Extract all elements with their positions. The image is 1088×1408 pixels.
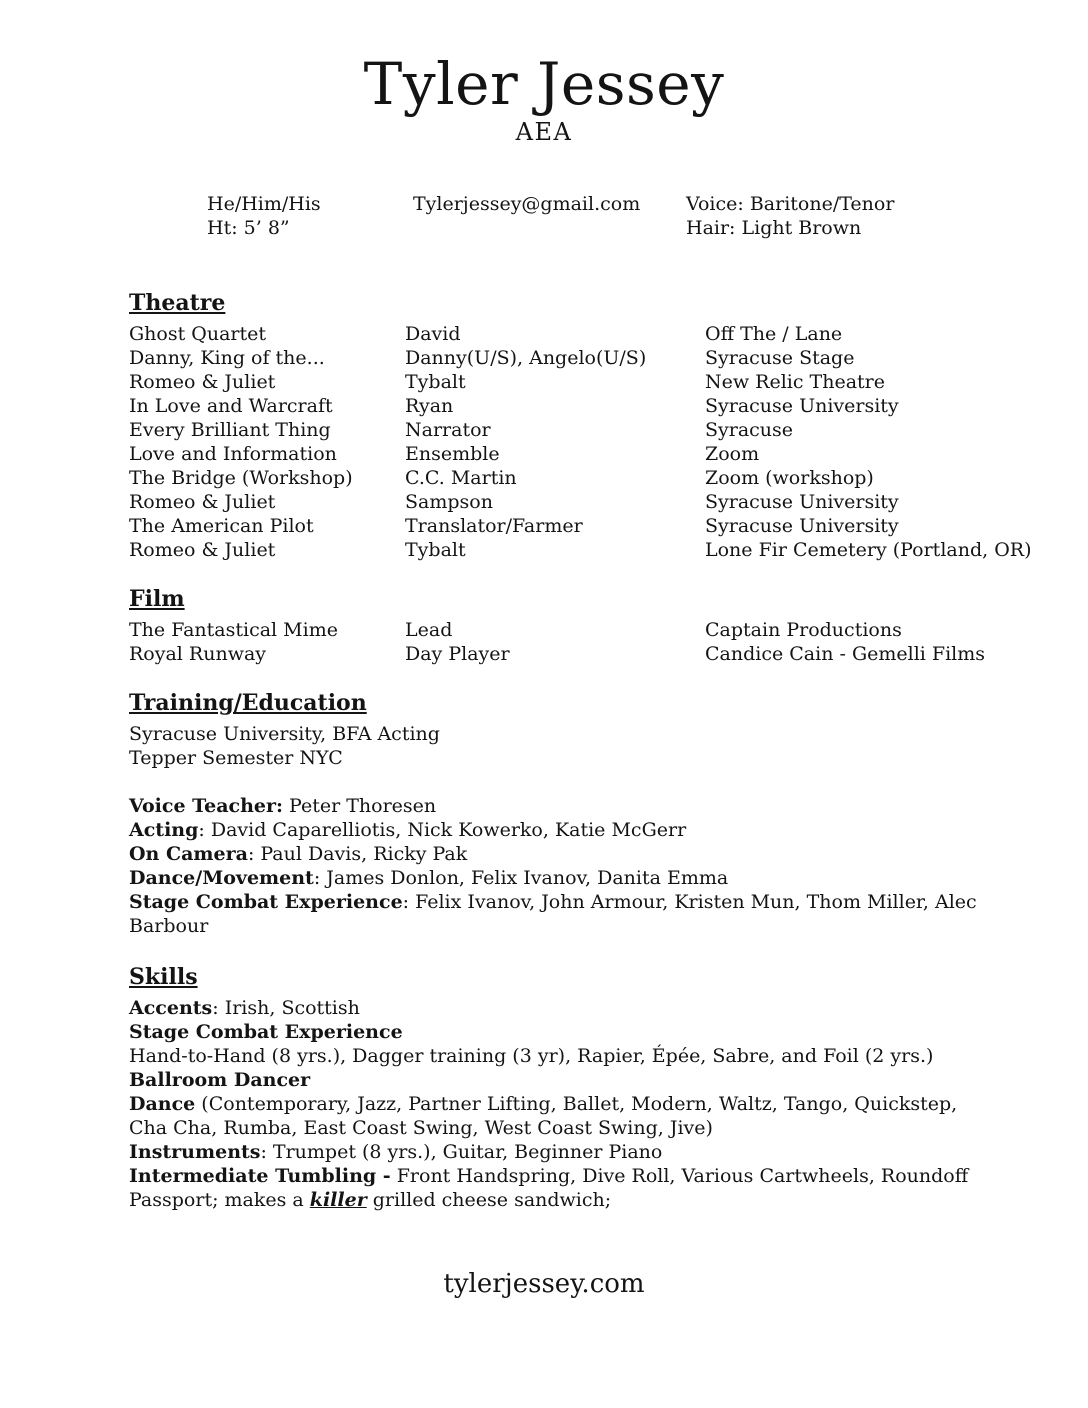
- show-title: Ghost Quartet: [129, 323, 267, 345]
- show-title: In Love and Warcraft: [129, 395, 333, 417]
- role: Ensemble: [405, 443, 500, 465]
- show-title: The Fantastical Mime: [129, 619, 338, 641]
- venue: Zoom (workshop): [705, 467, 874, 489]
- teacher-names: : Paul Davis, Ricky Pak: [247, 843, 468, 865]
- contact-info: [207, 192, 1088, 240]
- teacher-label: Stage Combat Experience: [129, 891, 403, 913]
- venue: Syracuse University: [705, 395, 899, 417]
- teacher-names: : David Caparelliotis, Nick Kowerko, Katie McGerr: [198, 819, 687, 841]
- teacher-names: : Felix Ivanov, John Armour, Kristen Mun, Thom Miller, Alec Barbour: [129, 891, 977, 937]
- theatre-credit-row: [129, 418, 1048, 442]
- show-title: Romeo & Juliet: [129, 371, 276, 393]
- theatre-section: [129, 290, 1048, 562]
- show-title: Love and Information: [129, 443, 337, 465]
- skills-heading: Skills: [129, 964, 198, 990]
- theatre-credit-row: [129, 346, 1048, 370]
- skill-label: Ballroom Dancer: [129, 1069, 311, 1091]
- skill-detail: : Trumpet (8 yrs.), Guitar, Beginner Piano: [260, 1141, 663, 1163]
- skill-line: [129, 1140, 1048, 1164]
- skill-line: [129, 1020, 1048, 1044]
- passport-line: [129, 1188, 1048, 1212]
- show-title: Romeo & Juliet: [129, 491, 276, 513]
- skill-line: [129, 1068, 1048, 1092]
- show-title: Every Brilliant Thing: [129, 419, 331, 441]
- theatre-credit-row: [129, 538, 1048, 562]
- show-title: Royal Runway: [129, 643, 267, 665]
- contact-pronouns: He/Him/His: [207, 193, 321, 215]
- venue: Syracuse: [705, 419, 794, 441]
- venue: Syracuse University: [705, 491, 899, 513]
- skill-line: [129, 1044, 1048, 1068]
- teacher-names: : James Donlon, Felix Ivanov, Danita Emma: [313, 867, 729, 889]
- skill-line: [129, 996, 1048, 1020]
- role: Tybalt: [405, 371, 466, 393]
- role: Danny(U/S), Angelo(U/S): [405, 347, 647, 369]
- skill-line: [129, 1164, 1048, 1188]
- education-line: Tepper Semester NYC: [129, 747, 343, 769]
- contact-height: Ht: 5’ 8”: [207, 217, 290, 239]
- venue: Syracuse Stage: [705, 347, 855, 369]
- teacher-names: Peter Thoresen: [283, 795, 437, 817]
- teacher-label: Voice Teacher:: [129, 795, 284, 817]
- theatre-heading: Theatre: [129, 290, 226, 316]
- skill-label: Intermediate Tumbling -: [129, 1165, 391, 1187]
- skill-detail: Hand-to-Hand (8 yrs.), Dagger training (3 yr), Rapier, Épée, Sabre, and Foil (2 yrs.): [129, 1045, 934, 1067]
- skill-label: Stage Combat Experience: [129, 1021, 403, 1043]
- film-section: [129, 586, 1048, 666]
- contact-col-right: [686, 192, 1088, 240]
- website: tylerjessey.com: [443, 1269, 645, 1299]
- teacher-line: [129, 866, 1048, 890]
- skill-label: Accents: [129, 997, 213, 1019]
- contact-voice: Voice: Baritone/Tenor: [686, 193, 895, 215]
- teacher-label: Acting: [129, 819, 199, 841]
- page-title: Tyler Jessey: [363, 50, 725, 118]
- skill-line: [129, 1092, 1048, 1116]
- killer-emphasis: killer: [309, 1189, 367, 1211]
- passport-post: grilled cheese sandwich;: [366, 1189, 612, 1211]
- teacher-label: Dance/Movement: [129, 867, 314, 889]
- teacher-line: [129, 818, 1048, 842]
- role: David: [405, 323, 461, 345]
- teacher-line: [129, 794, 1048, 818]
- theatre-credit-row: [129, 322, 1048, 346]
- role: Lead: [405, 619, 453, 641]
- venue: Lone Fir Cemetery (Portland, OR): [705, 539, 1032, 561]
- film-credit-row: [129, 618, 1048, 642]
- teacher-line: [129, 842, 1048, 866]
- role: Tybalt: [405, 539, 466, 561]
- venue: Syracuse University: [705, 515, 899, 537]
- skill-line: [129, 1116, 1048, 1140]
- venue: Candice Cain - Gemelli Films: [705, 643, 985, 665]
- passport-pre: Passport; makes a: [129, 1189, 310, 1211]
- skill-label: Dance: [129, 1093, 196, 1115]
- role: Day Player: [405, 643, 510, 665]
- teacher-line: [129, 890, 1048, 938]
- union-label: AEA: [515, 118, 573, 146]
- role: Translator/Farmer: [405, 515, 583, 537]
- contact-col-left: [207, 192, 413, 240]
- contact-hair: Hair: Light Brown: [686, 217, 862, 239]
- skill-detail: Front Handspring, Dive Roll, Various Cartwheels, Roundoff: [390, 1165, 969, 1187]
- venue: Zoom: [705, 443, 760, 465]
- contact-email: Tylerjessey@gmail.com: [413, 193, 641, 215]
- training-section: [129, 690, 1048, 938]
- show-title: Danny, King of the...: [129, 347, 325, 369]
- theatre-credit-row: [129, 394, 1048, 418]
- theatre-credit-row: [129, 514, 1048, 538]
- venue: Off The / Lane: [705, 323, 843, 345]
- skill-detail: (Contemporary, Jazz, Partner Lifting, Ballet, Modern, Waltz, Tango, Quickstep,: [195, 1093, 958, 1115]
- venue: New Relic Theatre: [705, 371, 885, 393]
- skills-section: [129, 964, 1048, 1212]
- show-title: Romeo & Juliet: [129, 539, 276, 561]
- skill-detail: : Irish, Scottish: [212, 997, 360, 1019]
- theatre-credit-row: [129, 466, 1048, 490]
- spacer: [129, 770, 1048, 794]
- contact-col-middle: [413, 192, 686, 240]
- venue: Captain Productions: [705, 619, 902, 641]
- skill-label: Instruments: [129, 1141, 261, 1163]
- role: Narrator: [405, 419, 491, 441]
- role: Sampson: [405, 491, 493, 513]
- role: C.C. Martin: [405, 467, 517, 489]
- film-heading: Film: [129, 586, 185, 612]
- theatre-credit-row: [129, 370, 1048, 394]
- film-credit-row: [129, 642, 1048, 666]
- show-title: The Bridge (Workshop): [129, 467, 353, 489]
- theatre-credit-row: [129, 442, 1048, 466]
- theatre-credit-row: [129, 490, 1048, 514]
- teacher-label: On Camera: [129, 843, 248, 865]
- education-line: Syracuse University, BFA Acting: [129, 723, 440, 745]
- training-heading: Training/Education: [129, 690, 367, 716]
- show-title: The American Pilot: [129, 515, 314, 537]
- role: Ryan: [405, 395, 454, 417]
- skill-detail: Cha Cha, Rumba, East Coast Swing, West Coast Swing, Jive): [129, 1117, 713, 1139]
